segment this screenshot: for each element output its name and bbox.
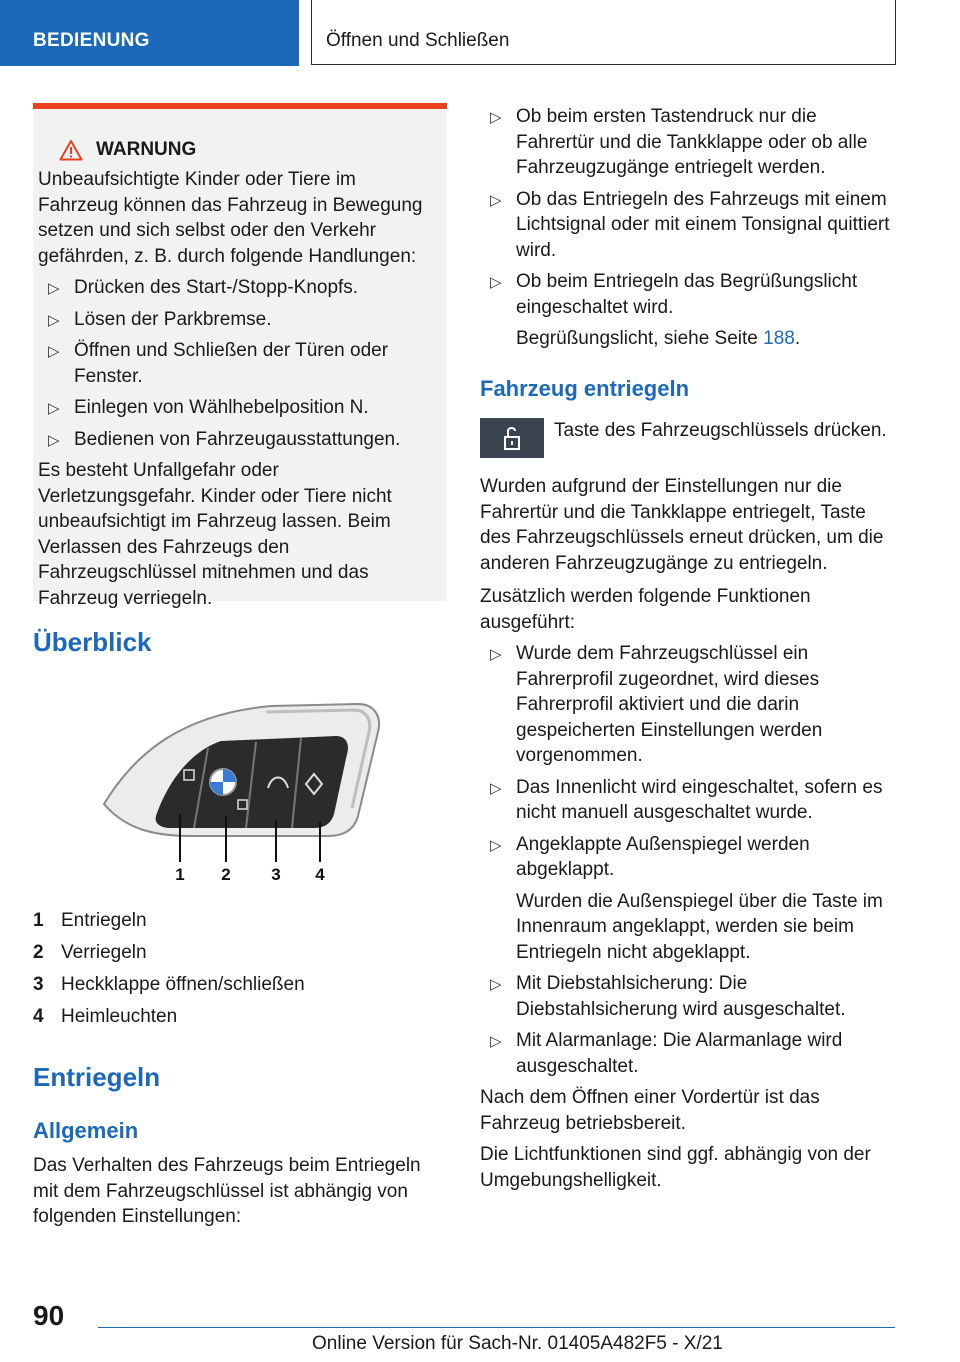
header-chapter-box <box>311 0 896 65</box>
list-item: ▷ Öffnen und Schließen der Türen oder Fenster. <box>48 340 389 387</box>
legend-row: 2 Verriegeln <box>33 942 147 963</box>
header-section-label: BEDIENUNG <box>33 30 150 51</box>
page-link-188[interactable]: 188 <box>763 328 795 349</box>
unlock-button-icon <box>480 418 544 458</box>
warning-box <box>33 103 447 609</box>
triangle-bullet-icon: ▷ <box>48 431 60 449</box>
legend-row: 3 Heckklappe öffnen/schließen <box>33 974 305 995</box>
warning-list <box>38 275 440 452</box>
triangle-bullet-icon: ▷ <box>490 646 502 663</box>
footer-divider <box>98 1327 895 1328</box>
list-item: ▷ Einlegen von Wählhebelposition N. <box>38 395 440 421</box>
triangle-bullet-icon: ▷ <box>490 274 502 291</box>
warning-title: WARNUNG <box>96 139 197 160</box>
triangle-bullet-icon: ▷ <box>490 836 502 854</box>
list-item: ▷ Ob das Entriegeln des Fahrzeugs mit einem Lichtsignal oder mit einem Tonsignal quittiert wird. <box>490 188 890 261</box>
car-key-figure <box>96 696 386 886</box>
triangle-bullet-icon: ▷ <box>48 400 60 417</box>
triangle-bullet-icon: ▷ <box>48 343 60 360</box>
mirror-note: Wurden die Außenspiegel über die Taste im Innenraum angeklappt, werden sie beim Entriegeln nicht abgeklappt. <box>516 890 883 963</box>
warning-triangle-icon <box>59 139 83 161</box>
footer-text: Online Version für Sach-Nr. 01405A482F5 - X/21 <box>312 1333 723 1354</box>
warning-intro: Unbeaufsichtigte Kinder oder Tiere im Fahrzeug können das Fahrzeug in Bewegung setzen und sich selbst oder den Verkehr gefährden, z. B. durch folgende Handlungen: <box>38 169 423 267</box>
list-item: ▷ Angeklappte Außenspiegel werden abgeklappt. Wurden die Außenspiegel über die Taste im Innenraum angeklappt, werden sie beim Entriegeln nicht abgeklappt. <box>480 832 894 966</box>
list-item: ▷ Lösen der Parkbremse. <box>38 307 440 333</box>
list-item: ▷ Mit Diebstahlsicherung: Die Diebstahlsicherung wird ausgeschaltet. <box>490 973 846 1020</box>
header-section-tab <box>0 0 299 66</box>
figure-number-4: 4 <box>315 865 325 884</box>
triangle-bullet-icon: ▷ <box>48 311 60 329</box>
key-instruction: Taste des Fahrzeugschlüssels drücken. <box>554 420 887 441</box>
right-column-body: Wurden aufgrund der Einstellungen nur die Fahrertür und die Tankklappe entriegelt, Taste des Fahrzeugschlüssels erneut drücken, um die anderen Fahrzeugzugänge zu entriegeln. Zusätzlich werden folgende Funktionen ausgeführt: ▷ Wurde dem Fahrzeugschlüssel ein Fahrerprofil zugeordnet, wird dieses Fahrerprofil aktiviert und die darin gespeicherten Einstellungen werden vorgenommen. ▷ Das Innenlicht wird eingeschaltet, sofern es nicht manuell ausgeschaltet wurde. ▷ Angeklappte Außenspiegel werden abgeklappt. Wurden die Außenspiegel über die Taste im Innenraum angeklappt, werden sie beim Entriegeln nicht abgeklappt. ▷ Mit Diebstahlsicherung: Die Diebstahlsicherung wird ausgeschaltet. ▷ Mit Alarmanlage: Die Alarmanlage wird ausgeschaltet. Nach dem Öffnen einer Vordertür ist das Fahrzeug betriebsbereit. Die Lichtfunktionen sind ggf. abhängig von der Umgebungshelligkeit. <box>480 474 894 1193</box>
warning-outro: Es besteht Unfallgefahr oder Verletzungsgefahr. Kinder oder Tiere nicht unbeaufsichtigt im Fahrzeug lassen. Beim Verlassen des Fahrzeugs den Fahrzeugschlüssel mitnehmen und das Fahrzeug verriegeln. <box>38 460 392 609</box>
unlock-heading: Entriegeln <box>33 1062 161 1092</box>
unlock-intro: Das Verhalten des Fahrzeugs beim Entriegeln mit dem Fahrzeugschlüssel ist abhängig von folgenden Einstellungen: <box>33 1155 421 1227</box>
functions-list <box>480 641 894 1079</box>
welcome-light-reference: Begrüßungslicht, siehe Seite 188. <box>516 328 801 349</box>
figure-number-3: 3 <box>271 865 281 884</box>
list-item: ▷ Das Innenlicht wird eingeschaltet, sofern es nicht manuell ausgeschaltet wurde. <box>490 776 883 823</box>
triangle-bullet-icon: ▷ <box>490 109 502 126</box>
settings-list <box>480 104 894 352</box>
triangle-bullet-icon: ▷ <box>490 191 502 209</box>
figure-legend <box>33 905 305 1033</box>
list-item: ▷ Ob beim Entriegeln das Begrüßungslicht eingeschaltet wird. Begrüßungslicht, siehe Seite 188. <box>480 269 894 352</box>
overview-heading: Überblick <box>33 627 152 657</box>
warning-header <box>59 139 196 161</box>
vehicle-unlock-heading: Fahrzeug entriegeln <box>480 376 690 401</box>
triangle-bullet-icon: ▷ <box>490 976 502 993</box>
right-column-top <box>480 104 894 358</box>
legend-row: 4 Heimleuchten <box>33 1006 178 1027</box>
figure-number-1: 1 <box>175 865 185 884</box>
triangle-bullet-icon: ▷ <box>48 280 60 297</box>
figure-number-2: 2 <box>221 865 231 884</box>
list-item: ▷ Drücken des Start-/Stopp-Knopfs. <box>38 275 440 301</box>
list-item: ▷ Mit Alarmanlage: Die Alarmanlage wird ausgeschaltet. <box>490 1030 843 1077</box>
triangle-bullet-icon: ▷ <box>490 1033 502 1050</box>
page-number: 90 <box>33 1300 65 1331</box>
general-subheading: Allgemein <box>33 1118 139 1143</box>
list-item: ▷ Wurde dem Fahrzeugschlüssel ein Fahrerprofil zugeordnet, wird dieses Fahrerprofil aktiviert und die darin gespeicherten Einstellungen werden vorgenommen. <box>490 643 823 766</box>
triangle-bullet-icon: ▷ <box>490 779 502 797</box>
header-chapter-label: Öffnen und Schließen <box>326 30 510 51</box>
list-item: ▷ Bedienen von Fahrzeugausstattungen. <box>38 427 440 453</box>
legend-row: 1 Entriegeln <box>33 910 147 931</box>
list-item: ▷ Ob beim ersten Tastendruck nur die Fahrertür und die Tankklappe oder ob alle Fahrzeugzugänge entriegelt werden. <box>490 106 868 178</box>
warning-body <box>38 167 440 611</box>
